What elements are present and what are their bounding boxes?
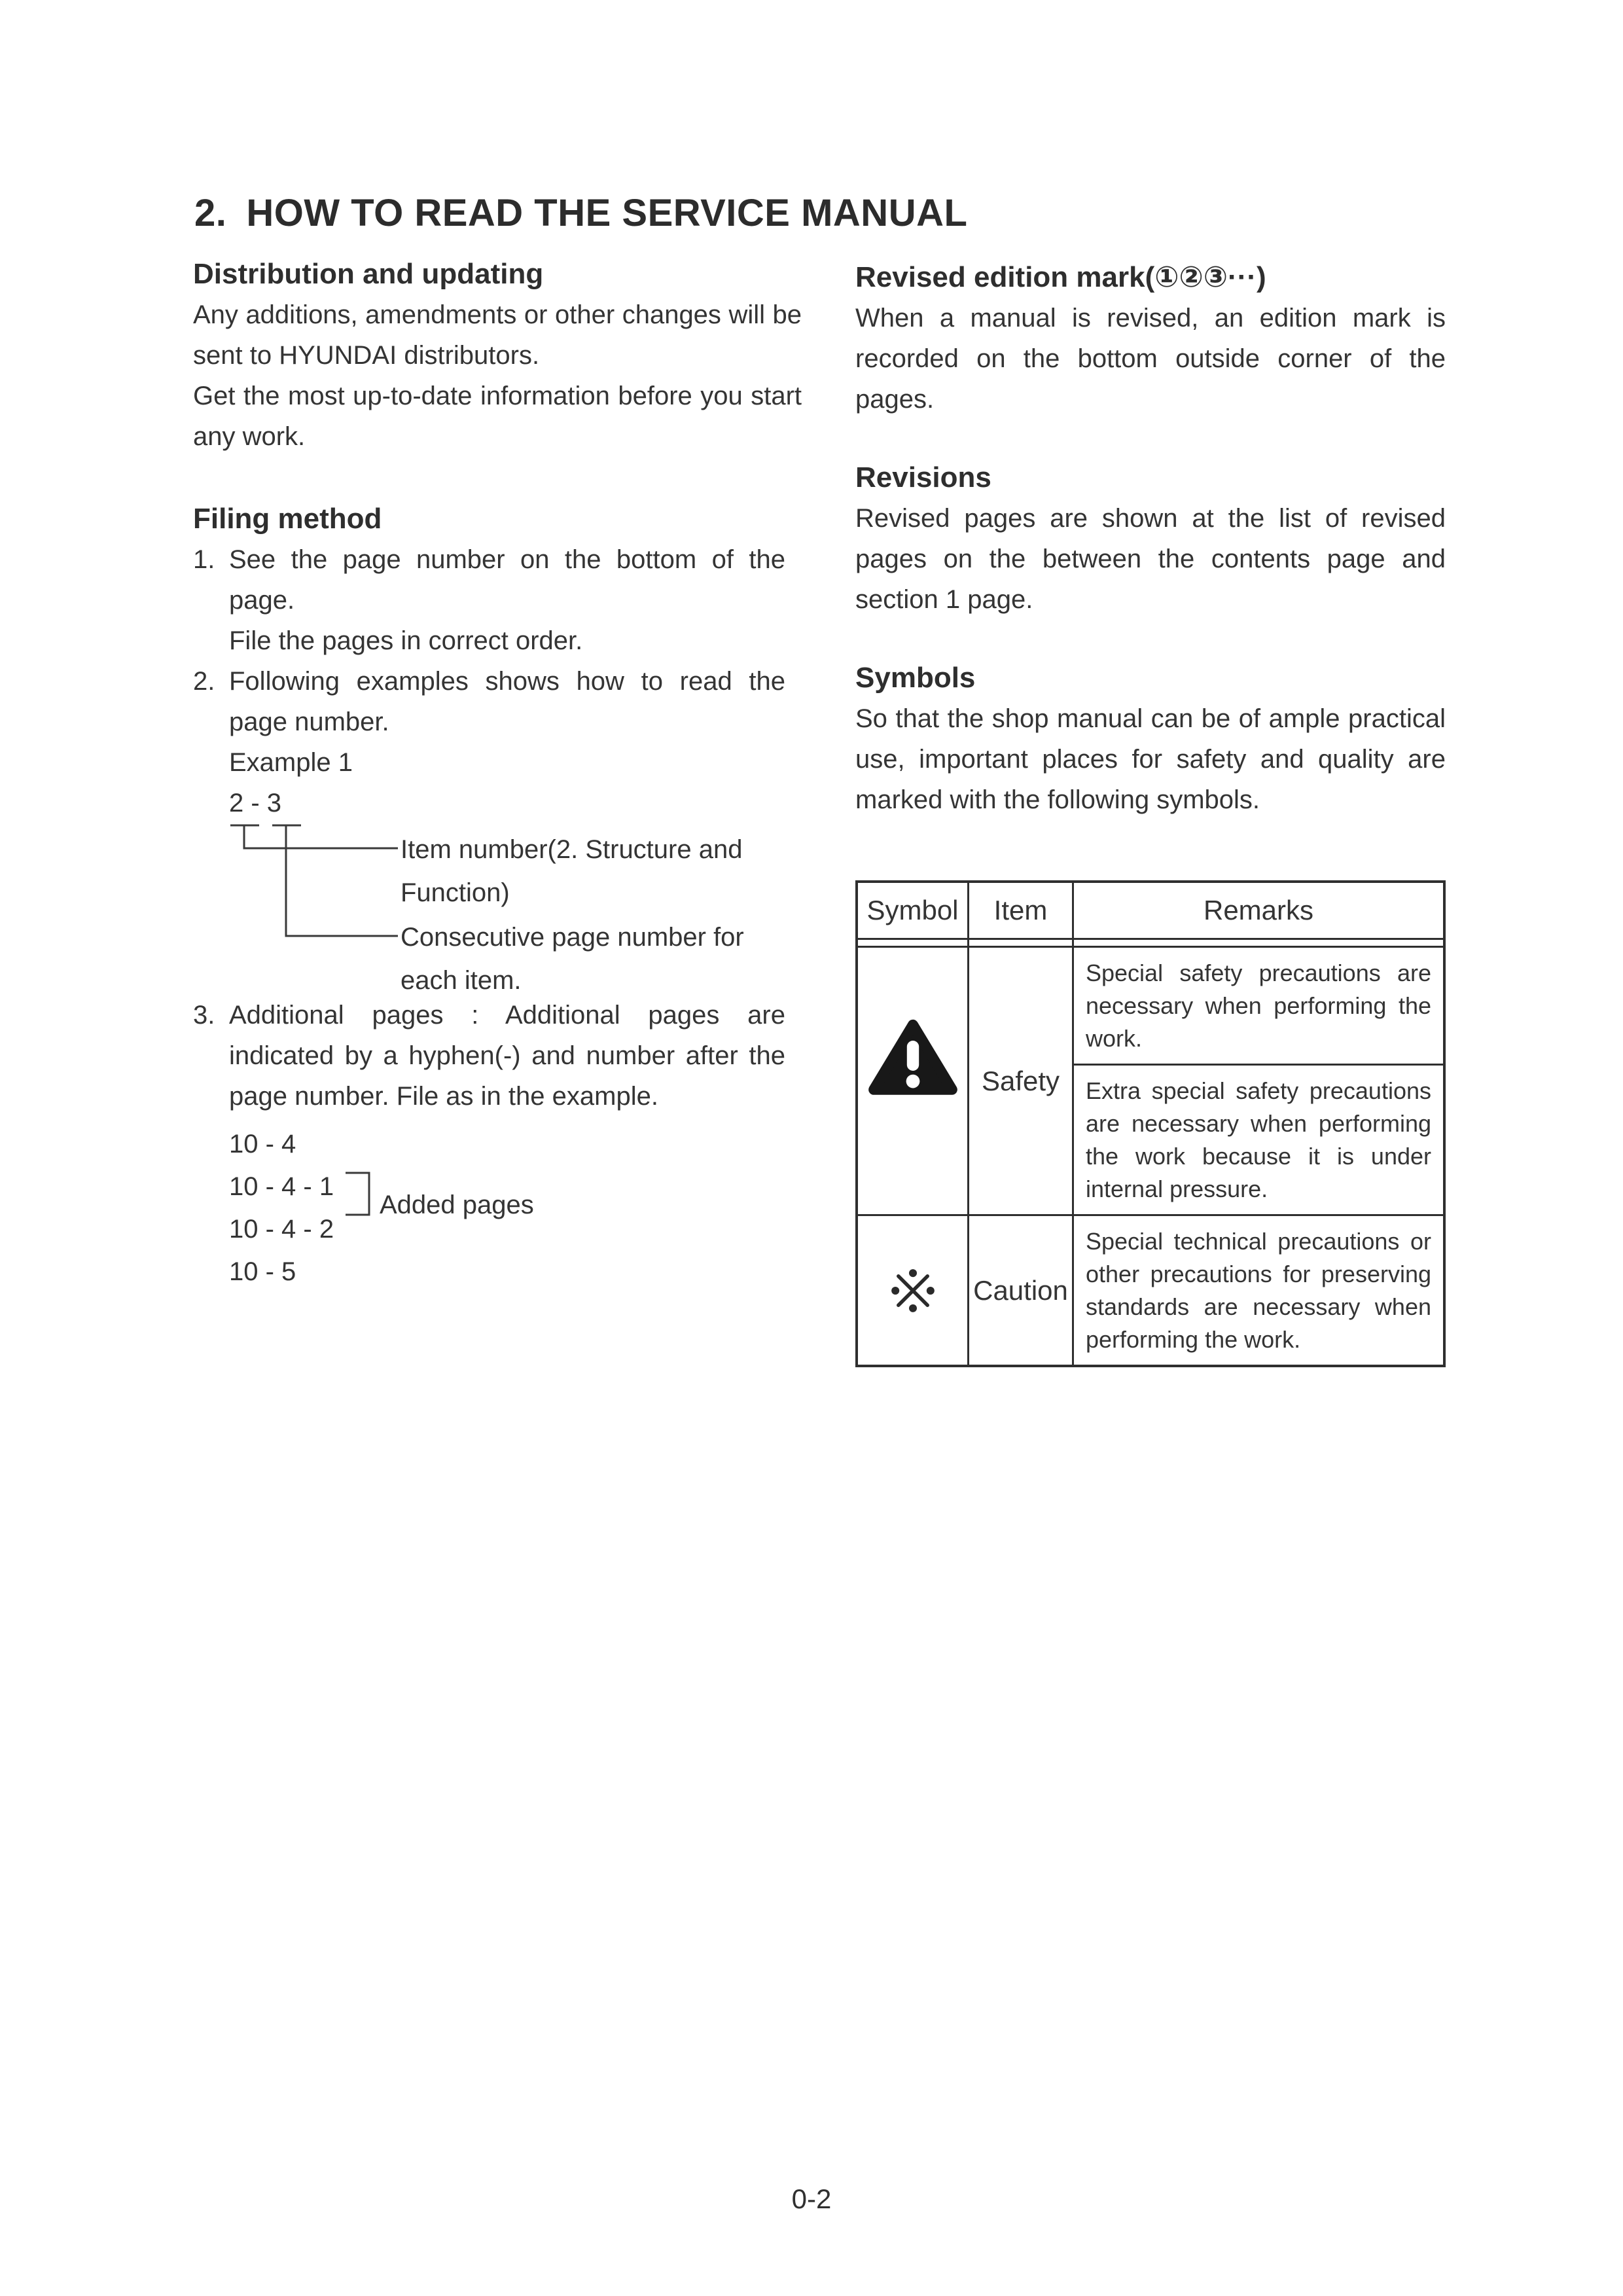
page-number-footer: 0-2	[791, 2183, 832, 2214]
safety-remark-1: Special safety precautions are necessary when performing the work.	[1086, 960, 1431, 1052]
safety-remark-2: Extra special safety precautions are necessary when performing the work because it is under internal pressure.	[1074, 1064, 1443, 1214]
page-code: 10 - 4 - 2	[229, 1215, 334, 1244]
revisions-body: Revised pages are shown at the list of revised pages on the between the contents page and section 1 page.	[855, 504, 1446, 614]
added-pages-bracket	[346, 1169, 373, 1219]
distribution-paragraph-2: Get the most up-to-date information before you start any work.	[193, 382, 802, 451]
caution-item-label: Caution	[969, 1216, 1074, 1365]
filing-item-3-number: 3.	[193, 1001, 215, 1030]
example-label: Example 1	[229, 748, 353, 777]
safety-item-label: Safety	[969, 948, 1074, 1214]
diagram-label-consecutive-page: Consecutive page number for each item.	[401, 923, 744, 995]
header-symbol: Symbol	[858, 883, 969, 938]
page-code: 10 - 5	[229, 1257, 296, 1286]
right-column	[855, 257, 1446, 1367]
header-remarks: Remarks	[1203, 895, 1314, 925]
filing-item-2-number: 2.	[193, 667, 215, 696]
safety-symbol-cell	[858, 948, 969, 1214]
warning-triangle-icon	[868, 1014, 958, 1097]
page-title-text: HOW TO READ THE SERVICE MANUAL	[246, 192, 968, 234]
filing-item-2-text: Following examples shows how to read the page number.	[229, 667, 785, 736]
caution-symbol-cell	[858, 1216, 969, 1365]
header-double-rule	[858, 940, 1443, 948]
filing-item-3-text: Additional pages : Additional pages are indicated by a hyphen(-) and number after the page number. File as in the example.	[229, 1001, 785, 1111]
left-column	[193, 254, 802, 1303]
heading-revised-edition-mark: Revised edition mark(①②③···)	[855, 261, 1266, 293]
symbols-table	[855, 880, 1446, 1367]
page-title-number: 2.	[194, 192, 227, 234]
added-pages-label: Added pages	[380, 1191, 534, 1219]
added-pages-example	[229, 1123, 785, 1303]
header-item: Item	[969, 883, 1074, 938]
filing-item-1-note: File the pages in correct order.	[229, 626, 583, 655]
heading-distribution: Distribution and updating	[193, 258, 544, 290]
filing-item-1-number: 1.	[193, 545, 215, 574]
filing-item-1	[193, 539, 785, 661]
page-number-diagram	[229, 823, 785, 995]
symbols-body: So that the shop manual can be of ample practical use, important places for safety and quality are marked with the following symbols.	[855, 704, 1446, 814]
heading-symbols: Symbols	[855, 662, 976, 694]
caution-remark: Special technical precautions or other precautions for preserving standards are necessary when performing the work.	[1086, 1228, 1431, 1353]
revised-edition-body: When a manual is revised, an edition mark is recorded on the bottom outside corner of the pages.	[855, 304, 1446, 414]
example-page-code: 2 - 3	[229, 789, 282, 817]
page-code: 10 - 4	[229, 1130, 296, 1158]
heading-revisions: Revisions	[855, 461, 991, 493]
page-title	[194, 191, 967, 235]
filing-item-3	[193, 995, 785, 1303]
safety-remarks-cell	[1074, 948, 1443, 1214]
table-row-caution	[858, 1216, 1443, 1365]
filing-item-1-text: See the page number on the bottom of the page.	[229, 545, 785, 615]
page-code: 10 - 4 - 1	[229, 1172, 334, 1201]
diagram-label-item-number: Item number(2. Structure and Function)	[401, 835, 743, 907]
heading-filing-method: Filing method	[193, 503, 382, 535]
distribution-paragraph-1: Any additions, amendments or other changes will be sent to HYUNDAI distributors.	[193, 300, 802, 370]
reference-mark-icon	[889, 1266, 937, 1315]
table-row-safety	[858, 948, 1443, 1216]
symbols-table-header-row	[858, 883, 1443, 940]
filing-item-2	[193, 661, 785, 995]
